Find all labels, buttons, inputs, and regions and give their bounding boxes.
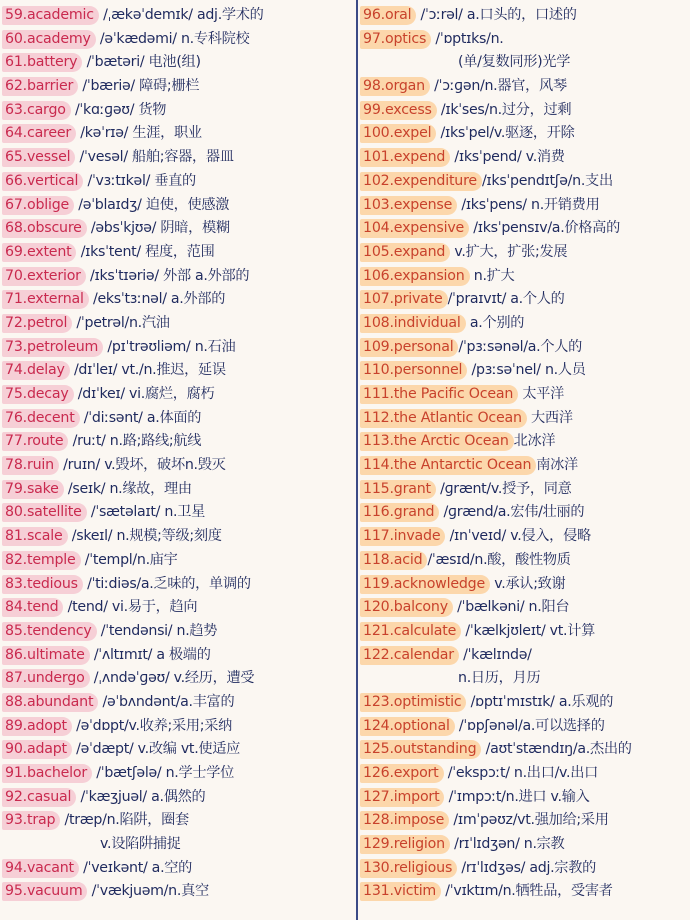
vocab-entry [2, 28, 354, 52]
vocab-word: 126.export [360, 764, 444, 783]
vocab-word: 95.vacuum [2, 882, 87, 901]
vocab-word: 129.religion [360, 835, 450, 854]
vocab-entry [360, 596, 690, 620]
vocab-word: 73.petroleum [2, 338, 103, 357]
vocab-definition: /ˌʌndəˈɡəʊ/ v.经历，遭受 [89, 670, 255, 687]
vocab-definition: /əˈbʌndənt/a.丰富的 [98, 693, 235, 710]
vocab-word: 74.delay [2, 361, 70, 380]
vocab-entry [2, 525, 354, 549]
vocab-definition: /ˈbætəri/ 电池(组) [82, 54, 201, 71]
vocab-entry [360, 857, 690, 881]
vocab-word: 99.excess [360, 101, 437, 120]
vocab-word: 97.optics [360, 30, 431, 49]
vocab-word: 101.expend [360, 148, 450, 167]
vocab-definition: /ɪksˈtent/ 程度，范围 [76, 243, 215, 260]
vocab-definition: 南冰洋 [536, 457, 578, 474]
vocab-entry [2, 573, 354, 597]
vocab-word: 90.adapt [2, 740, 72, 759]
vocab-entry [360, 217, 690, 241]
vocab-entry [2, 691, 354, 715]
vocab-definition: /əbsˈkjʊə/ 阴暗，模糊 [86, 220, 230, 237]
vocab-word: 84.tend [2, 598, 63, 617]
vocab-entry [2, 857, 354, 881]
vocab-definition: /ˈvækjuəm/n.真空 [87, 883, 209, 900]
vocab-word: 104.expensive [360, 219, 469, 238]
vocab-definition: /ˈɒptɪks/n. [431, 30, 504, 47]
vocab-entry [360, 880, 690, 904]
vocab-word: 93.trap [2, 811, 60, 830]
column-divider [356, 0, 358, 920]
right-column [360, 4, 690, 904]
vocab-entry [360, 265, 690, 289]
vocab-word: 82.temple [2, 551, 81, 570]
vocab-word: 59.academic [2, 6, 99, 25]
vocab-definition: /dɪˈleɪ/ vt./n.推迟，延误 [69, 362, 226, 379]
vocab-word: 107.private [360, 290, 448, 309]
vocab-entry [2, 383, 354, 407]
vocab-entry [2, 75, 354, 99]
vocab-entry [360, 336, 690, 360]
vocab-definition: /əˈblaɪdʒ/ 迫使，使感激 [74, 196, 230, 213]
vocab-definition: /ˈtiːdiəs/a.乏味的，单调的 [82, 575, 251, 592]
vocab-entry [2, 809, 354, 833]
vocab-definition: /ˈekspɔːt/ n.出口/v.出口 [443, 765, 599, 781]
vocab-word: 72.petrol [2, 314, 72, 333]
vocab-entry [360, 620, 690, 644]
vocab-entry [360, 549, 690, 573]
vocab-word: 62.barrier [2, 77, 78, 96]
vocab-definition: /pɪˈtrəʊliəm/ n.石油 [103, 338, 236, 355]
vocab-word: 127.import [360, 788, 444, 807]
vocab-definition: /ˈbælkəni/ n.阳台 [452, 599, 570, 616]
vocab-word: 108.individual [360, 314, 466, 333]
vocab-word: 71.external [2, 290, 89, 309]
vocab-entry [360, 407, 690, 431]
vocab-entry [2, 833, 354, 857]
vocab-entry [2, 122, 354, 146]
vocab-definition: v.承认;致谢 [490, 575, 566, 592]
vocab-entry [2, 644, 354, 668]
vocab-word: 70.exterior [2, 267, 86, 286]
vocab-entry [2, 715, 354, 739]
vocab-entry [360, 644, 690, 668]
vocab-word: 94.vacant [2, 859, 79, 878]
vocab-word: 83.tedious [2, 575, 83, 594]
vocab-entry [360, 691, 690, 715]
vocab-definition: /ruːt/ n.路;路线;航线 [68, 433, 202, 450]
vocab-word: 80.satellite [2, 503, 87, 522]
vocab-entry [2, 217, 354, 241]
vocab-definition: 大西洋 [526, 409, 573, 426]
vocab-definition: /ˈkælɪndə/ [458, 646, 532, 663]
vocab-entry [2, 501, 354, 525]
vocab-definition: /ɪkˈses/n.过分，过剩 [436, 101, 572, 118]
vocab-definition: /ɪksˈpens/ n.开销费用 [457, 196, 600, 213]
vocab-definition: /ɪksˈpendɪtʃə/n.支出 [481, 172, 613, 189]
vocab-definition: /ˈæsɪd/n.酸，酸性物质 [427, 551, 571, 568]
vocab-word: 100.expel [360, 124, 436, 143]
vocab-word: 116.grand [360, 503, 439, 522]
vocab-word: 88.abundant [2, 693, 98, 712]
vocab-entry [360, 241, 690, 265]
vocab-definition: /ˈtendənsi/ n.趋势 [96, 622, 218, 639]
vocab-definition: (单/复数同形)光学 [458, 54, 571, 71]
vocab-word: 85.tendency [2, 622, 97, 641]
vocab-entry [2, 762, 354, 786]
vocab-word: 115.grant [360, 480, 436, 499]
vocab-entry [2, 478, 354, 502]
vocab-entry [360, 501, 690, 525]
vocab-entry [360, 170, 690, 194]
vocab-definition: /tend/ vi.易于，趋向 [63, 599, 198, 616]
vocab-entry [360, 28, 690, 52]
vocab-definition: /ˈɒpʃənəl/a.可以选择的 [454, 717, 605, 734]
vocab-word: 63.cargo [2, 101, 71, 120]
vocab-definition: n.日历，月历 [458, 670, 541, 687]
vocab-definition: /ˈkæʒjuəl/ a.偶然的 [76, 788, 206, 805]
vocab-word: 76.decent [2, 409, 80, 428]
vocab-definition: /ɪksˈpel/v.驱逐，开除 [436, 125, 575, 142]
vocab-definition: /ˈɪmpɔːt/n.进口 v.输入 [444, 788, 590, 805]
vocab-definition: /ˈvɪktɪm/n.牺牲品，受害者 [441, 883, 613, 900]
vocab-entry [360, 51, 690, 75]
vocab-definition: /ɡrænt/v.授予，同意 [435, 480, 572, 497]
vocab-entry [2, 738, 354, 762]
vocab-word: 106.expansion [360, 267, 470, 286]
vocab-definition: /ɪnˈveɪd/ v.侵入，侵略 [445, 528, 591, 545]
vocab-definition: /ruɪn/ v.毁坏，破坏n.毁灭 [58, 457, 226, 474]
vocab-definition: /ˈveɪkənt/ a.空的 [78, 859, 193, 876]
vocab-definition: /ˈsætəlaɪt/ n.卫星 [86, 504, 206, 521]
vocab-definition: /seɪk/ n.缘故，理由 [63, 480, 192, 497]
vocab-word: 111.the Pacific Ocean [360, 385, 518, 404]
vocab-entry [360, 786, 690, 810]
vocab-definition: a.个别的 [465, 314, 525, 331]
vocab-definition: 太平洋 [518, 386, 565, 402]
vocab-entry [2, 596, 354, 620]
vocab-word: 60.academy [2, 30, 96, 49]
vocab-word: 121.calculate [360, 622, 461, 641]
vocab-word: 131.victim [360, 882, 441, 901]
vocab-entry [360, 288, 690, 312]
vocab-word: 114.the Antarctic Ocean [360, 456, 536, 475]
vocab-entry [360, 430, 690, 454]
vocab-entry [2, 407, 354, 431]
vocab-word: 110.personnel [360, 361, 467, 380]
vocab-entry [2, 4, 354, 28]
vocab-entry [2, 51, 354, 75]
vocab-word: 124.optional [360, 717, 455, 736]
vocab-entry [360, 146, 690, 170]
vocab-word: 64.career [2, 124, 76, 143]
vocab-word: 113.the Arctic Ocean [360, 432, 514, 451]
vocab-entry [2, 146, 354, 170]
vocab-entry [2, 170, 354, 194]
vocab-word: 69.extent [2, 243, 76, 262]
vocab-entry [2, 549, 354, 573]
vocab-entry [360, 75, 690, 99]
vocab-word: 78.ruin [2, 456, 59, 475]
vocab-definition: /əˈdɒpt/v.收养;采用;采纳 [71, 717, 232, 734]
vocab-entry [2, 620, 354, 644]
vocab-entry [2, 667, 354, 691]
vocab-definition: /dɪˈkeɪ/ vi.腐烂，腐朽 [73, 386, 215, 402]
vocab-entry [360, 4, 690, 28]
vocab-word: 119.acknowledge [360, 575, 490, 594]
vocab-definition: /træp/n.陷阱，圈套 [60, 812, 189, 829]
vocab-definition: /ˈpetrəl/n.汽油 [72, 314, 170, 331]
vocab-entry [2, 99, 354, 123]
vocab-entry [2, 241, 354, 265]
vocab-word: 67.oblige [2, 196, 74, 215]
vocab-word: 117.invade [360, 527, 445, 546]
vocab-entry [360, 359, 690, 383]
vocab-entry [360, 525, 690, 549]
vocab-definition: v.设陷阱捕捉 [100, 836, 181, 853]
vocab-definition: /ˈvesəl/ 船舶;容器，器皿 [75, 149, 234, 166]
vocab-entry [2, 265, 354, 289]
vocab-entry [360, 478, 690, 502]
vocab-definition: n.扩大 [469, 267, 515, 284]
vocab-entry [360, 383, 690, 407]
vocab-word: 112.the Atlantic Ocean [360, 409, 527, 428]
vocab-definition: /ˈɔːrəl/ a.口头的，口述的 [416, 7, 577, 23]
vocab-word: 125.outstanding [360, 740, 481, 759]
vocab-definition: /ˈʌltɪmɪt/ a 极端的 [89, 646, 211, 663]
vocab-definition: /ˈpɜːsənəl/a.个人的 [458, 338, 583, 355]
vocab-word: 102.expenditure [360, 172, 482, 191]
vocab-entry [360, 312, 690, 336]
vocab-definition: /ˈdiːsənt/ a.体面的 [79, 409, 202, 426]
vocab-word: 86.ultimate [2, 646, 90, 665]
vocab-word: 75.decay [2, 385, 74, 404]
vocab-word: 120.balcony [360, 598, 453, 617]
vocab-word: 61.battery [2, 53, 82, 72]
vocab-word: 65.vessel [2, 148, 75, 167]
vocab-definition: /rɪˈlɪdʒəs/ adj.宗教的 [457, 859, 596, 876]
vocab-word: 123.optimistic [360, 693, 466, 712]
vocab-entry [360, 762, 690, 786]
vocab-word: 92.casual [2, 788, 76, 807]
vocab-entry [2, 194, 354, 218]
vocab-definition: /ˌækəˈdemɪk/ adj.学术的 [98, 7, 264, 23]
vocab-word: 130.religious [360, 859, 457, 878]
vocab-entry [2, 880, 354, 904]
vocab-entry [2, 430, 354, 454]
vocab-definition: /ˈpraɪvɪt/ a.个人的 [447, 291, 565, 308]
vocab-definition: 北冰洋 [513, 433, 556, 450]
vocab-word: 122.calendar [360, 646, 459, 665]
vocab-definition: /skeɪl/ n.规模;等级;刻度 [67, 528, 222, 545]
vocab-entry [2, 454, 354, 478]
vocab-entry [360, 194, 690, 218]
vocab-word: 66.vertical [2, 172, 83, 191]
vocab-definition: /ɒptɪˈmɪstɪk/ a.乐观的 [466, 693, 614, 710]
vocab-word: 109.personal [360, 338, 458, 357]
vocab-definition: /ˈtempl/n.庙宇 [80, 551, 178, 568]
vocab-definition: /ˈkælkjʊleɪt/ vt.计算 [461, 622, 595, 639]
vocab-definition: /ˈbætʃələ/ n.学士学位 [92, 765, 235, 781]
vocab-word: 118.acid [360, 551, 427, 570]
vocab-definition: /ɡrænd/a.宏伟/壮丽的 [439, 504, 585, 521]
vocab-word: 87.undergo [2, 669, 90, 688]
vocab-word: 79.sake [2, 480, 64, 499]
vocab-entry [360, 122, 690, 146]
vocab-definition: /əˈdæpt/ v.改编 vt.使适应 [71, 741, 241, 758]
vocab-entry [2, 786, 354, 810]
vocab-definition: /ɪksˈpend/ v.消费 [450, 149, 565, 166]
vocab-definition: /pɜːsəˈnel/ n.人员 [467, 362, 586, 379]
vocab-definition: /ˈɔːɡən/n.器官，风琴 [429, 78, 567, 95]
vocab-entry [2, 288, 354, 312]
vocab-definition: /əˈkædəmi/ n.专科院校 [95, 30, 250, 47]
vocab-definition: /kəˈrɪə/ 生涯，职业 [76, 125, 202, 142]
vocab-entry [360, 833, 690, 857]
vocab-definition: /ɪmˈpəʊz/vt.强加给;采用 [449, 812, 609, 829]
vocab-entry [2, 312, 354, 336]
vocab-word: 105.expand [360, 243, 450, 262]
vocab-word: 91.bachelor [2, 764, 92, 783]
vocab-word: 98.organ [360, 77, 430, 96]
vocab-definition: /aʊtˈstændɪŋ/a.杰出的 [481, 741, 632, 758]
vocab-definition: /ɪksˈpensɪv/a.价格高的 [469, 220, 620, 237]
vocab-word: 89.adopt [2, 717, 72, 736]
vocab-definition: v.扩大，扩张;发展 [450, 243, 568, 260]
vocab-definition: /ɪksˈtɪəriə/ 外部 a.外部的 [85, 267, 250, 284]
vocab-entry [360, 99, 690, 123]
vocab-word: 77.route [2, 432, 68, 451]
vocab-entry [360, 809, 690, 833]
vocab-entry [360, 715, 690, 739]
vocab-entry [2, 359, 354, 383]
vocab-word: 103.expense [360, 196, 457, 215]
vocab-definition: /ˈkɑːɡəʊ/ 货物 [70, 101, 167, 118]
vocab-word: 68.obscure [2, 219, 87, 238]
left-column [2, 4, 354, 904]
vocab-word: 81.scale [2, 527, 68, 546]
vocab-entry [2, 336, 354, 360]
vocab-entry [360, 738, 690, 762]
vocab-word: 128.impose [360, 811, 449, 830]
vocab-entry [360, 667, 690, 691]
vocab-definition: /eksˈtɜːnəl/ a.外部的 [88, 291, 226, 308]
vocab-definition: /ˈbæriə/ 障碍;栅栏 [78, 78, 200, 95]
vocab-entry [360, 454, 690, 478]
vocab-entry [360, 573, 690, 597]
vocab-definition: /ˈvɜːtɪkəl/ 垂直的 [83, 172, 196, 189]
vocab-word: 96.oral [360, 6, 416, 25]
vocab-definition: /rɪˈlɪdʒən/ n.宗教 [449, 836, 565, 853]
